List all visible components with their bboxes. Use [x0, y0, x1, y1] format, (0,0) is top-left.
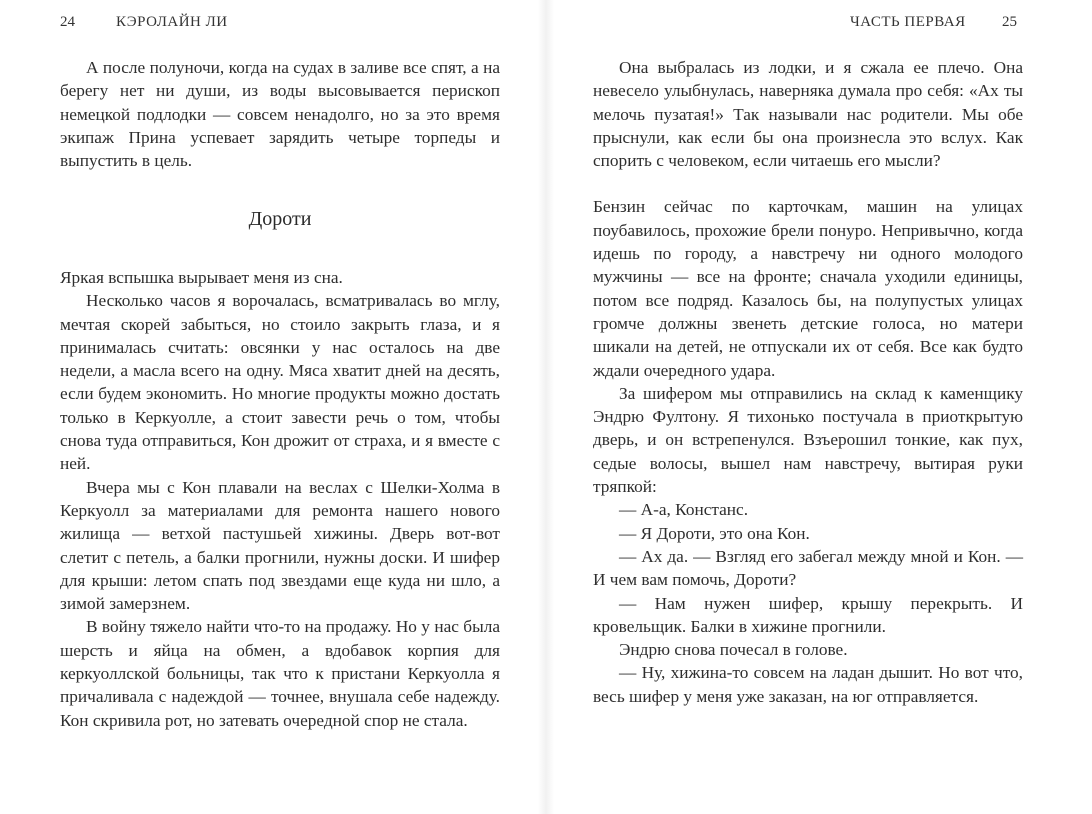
- right-page: [546, 0, 1092, 814]
- intro-paragraph: А после полуночи, когда на судах в заливе все спят, а на берегу нет ни души, из воды высовывается перископ немецкой подлодки — совсем ненадолго, но за это время экипаж Прина успевает зарядить четыре торпеды и выпустить в цель.: [60, 58, 500, 171]
- paragraph: В войну тяжело найти что-то на продажу. Но у нас была шерсть и яйца на обмен, а вдобавок корпия для керкуоллской больницы, так что к пристани Керкуолла я причаливала с надеждой — точнее, внушала себе надежду. Кон скривила рот, но затевать очередной спор не стала.: [60, 617, 500, 730]
- right-page-number: 25: [1002, 14, 1017, 30]
- paragraph: Яркая вспышка вырывает меня из сна.: [60, 268, 343, 287]
- dialogue-line: — Ну, хижина-то совсем на ладан дышит. Но вот что, весь шифер у меня уже заказан, на юг отправляется.: [593, 663, 1023, 706]
- right-running-head: ЧАСТЬ ПЕРВАЯ: [850, 14, 966, 30]
- paragraph: Она выбралась из лодки, и я сжала ее плечо. Она невесело улыбнулась, наверняка думала про себя: «Ах ты мелочь пузатая!» Так называли нас родители. Мы обе прыснули, как если бы она произнесла это вслух. Как спорить с человеком, если читаешь его мысли?: [593, 58, 1023, 171]
- paragraph: Несколько часов я ворочалась, всматривалась во мглу, мечтая скорей забыться, но стоило закрыть глаза, и я принималась считать: овсянки у нас осталось на две недели, а масла всего на одну. Мяса хватит дней на десять, если будем экономить. Но многие продукты можно достать только в Керкуолле, а стоит завести речь о том, чтобы снова туда отправиться, Кон дрожит от страха, и я вместе с ней.: [60, 291, 500, 474]
- paragraph: За шифером мы отправились на склад к каменщику Эндрю Фултону. Я тихонько постучала в приоткрытую дверь, и он встрепенулся. Взъерошил тонкие, как пух, седые волосы, вышел нам навстречу, вытирая руки тряпкой:: [593, 383, 1023, 497]
- dialogue-line: — Ах да. — Взгляд его забегал между мной и Кон. — И чем вам помочь, Дороти?: [593, 546, 1023, 590]
- left-page-number: 24: [60, 14, 75, 30]
- section-break: [593, 172, 1023, 195]
- section-title: Дороти: [248, 208, 312, 230]
- left-body-block: [60, 266, 500, 732]
- right-body-block: [593, 56, 1023, 708]
- dialogue-line: — Нам нужен шифер, крышу перекрыть. И кровельщик. Балки в хижине прогнили.: [593, 593, 1023, 636]
- left-running-head: КЭРОЛАЙН ЛИ: [116, 14, 228, 30]
- paragraph: Бензин сейчас по карточкам, машин на улицах поубавилось, прохожие брели понуро. Непривычно, когда идешь по городу, а навстречу ни одного молодого мужчины — все на фронте; сначала уходили единицы, потом все подряд. Казалось бы, на полупустых улицах громче должны звенеть детские голоса, но матери шикали на детей, не отпускали их от себя. Все как будто ждали очередного удара.: [593, 197, 1023, 380]
- dialogue-line: — А-а, Констанс.: [619, 500, 749, 520]
- paragraph: Вчера мы с Кон плавали на веслах с Шелки-Холма в Керкуолл за материалами для ремонта нашего нового жилища — ветхой пастушьей хижины. Дверь вот-вот слетит с петель, а балки прогнили, нужны доски. И шифер для крыши: летом спать под звездами еще куда ни шло, а зимой замерзнем.: [60, 477, 500, 614]
- dialogue-line: — Я Дороти, это она Кон.: [619, 523, 810, 543]
- left-intro-block: [60, 56, 500, 172]
- paragraph: Эндрю снова почесал в голове.: [619, 640, 848, 660]
